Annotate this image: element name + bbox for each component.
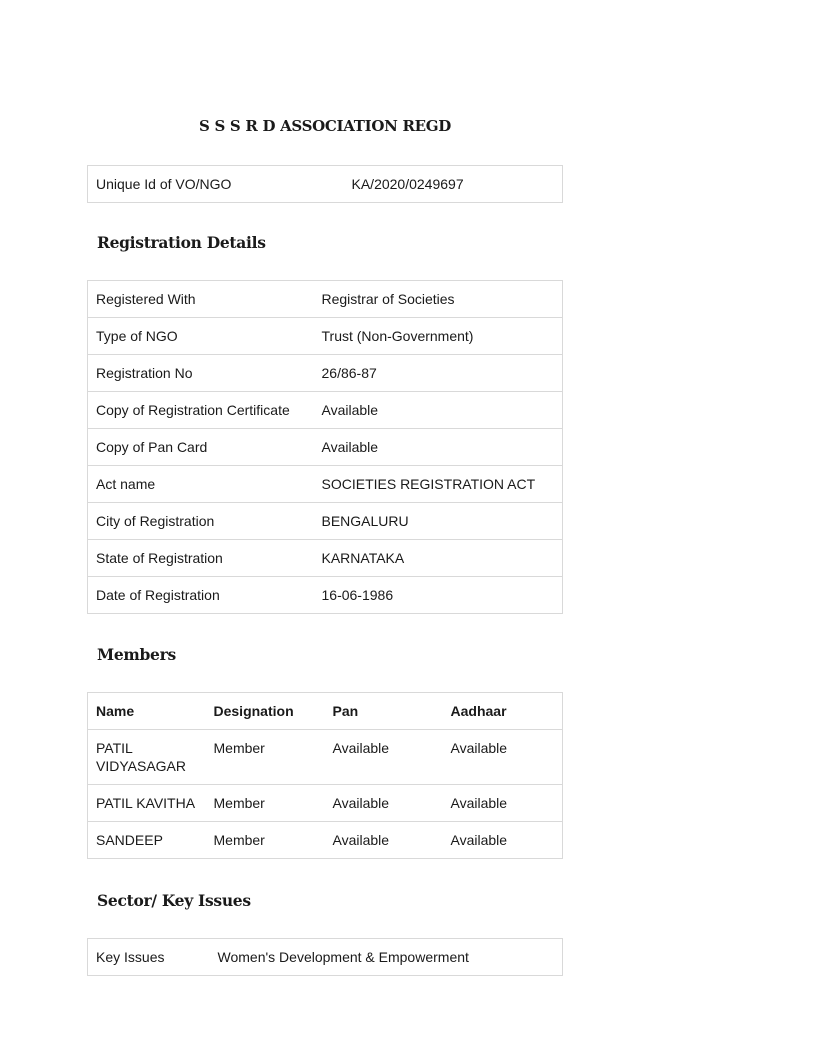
registration-value: Trust (Non-Government) [314,318,563,355]
registration-label: Copy of Registration Certificate [88,392,314,429]
key-issues-value: Women's Development & Empowerment [210,939,563,976]
column-header-designation: Designation [206,693,325,730]
registration-value: Available [314,392,563,429]
unique-id-table [87,165,563,203]
table-row [88,429,563,466]
member-designation: Member [206,730,325,785]
page-title: S S S R D ASSOCIATION REGD [199,117,451,135]
column-header-aadhaar: Aadhaar [443,693,563,730]
member-pan: Available [325,730,443,785]
table-row [88,730,563,785]
registration-label: Act name [88,466,314,503]
member-name: PATIL VIDYASAGAR [88,730,206,785]
member-name: SANDEEP [88,822,206,859]
column-header-pan: Pan [325,693,443,730]
table-row [88,466,563,503]
table-row [88,540,563,577]
registration-label: Copy of Pan Card [88,429,314,466]
member-pan: Available [325,785,443,822]
member-designation: Member [206,822,325,859]
registration-label: Type of NGO [88,318,314,355]
registration-value: KARNATAKA [314,540,563,577]
registration-value: Available [314,429,563,466]
sector-table [87,938,563,976]
table-row [88,577,563,614]
key-issues-label: Key Issues [88,939,210,976]
member-pan: Available [325,822,443,859]
registration-label: Registered With [88,281,314,318]
table-row [88,822,563,859]
registration-value: SOCIETIES REGISTRATION ACT [314,466,563,503]
table-row [88,166,563,203]
column-header-name: Name [88,693,206,730]
unique-id-label: Unique Id of VO/NGO [88,166,344,203]
registration-table [87,280,563,614]
table-row [88,503,563,540]
member-aadhaar: Available [443,785,563,822]
member-designation: Member [206,785,325,822]
unique-id-value: KA/2020/0249697 [344,166,563,203]
members-table [87,692,563,859]
registration-label: Date of Registration [88,577,314,614]
sector-heading: Sector/ Key Issues [97,891,251,910]
table-row [88,281,563,318]
table-row [88,318,563,355]
member-aadhaar: Available [443,822,563,859]
registration-value: 16-06-1986 [314,577,563,614]
table-row [88,785,563,822]
registration-value: Registrar of Societies [314,281,563,318]
registration-label: State of Registration [88,540,314,577]
members-heading: Members [97,645,176,664]
table-header-row [88,693,563,730]
member-name: PATIL KAVITHA [88,785,206,822]
registration-value: 26/86-87 [314,355,563,392]
member-aadhaar: Available [443,730,563,785]
registration-value: BENGALURU [314,503,563,540]
table-row [88,392,563,429]
registration-label: Registration No [88,355,314,392]
table-row [88,355,563,392]
registration-heading: Registration Details [97,233,266,252]
registration-label: City of Registration [88,503,314,540]
table-row [88,939,563,976]
